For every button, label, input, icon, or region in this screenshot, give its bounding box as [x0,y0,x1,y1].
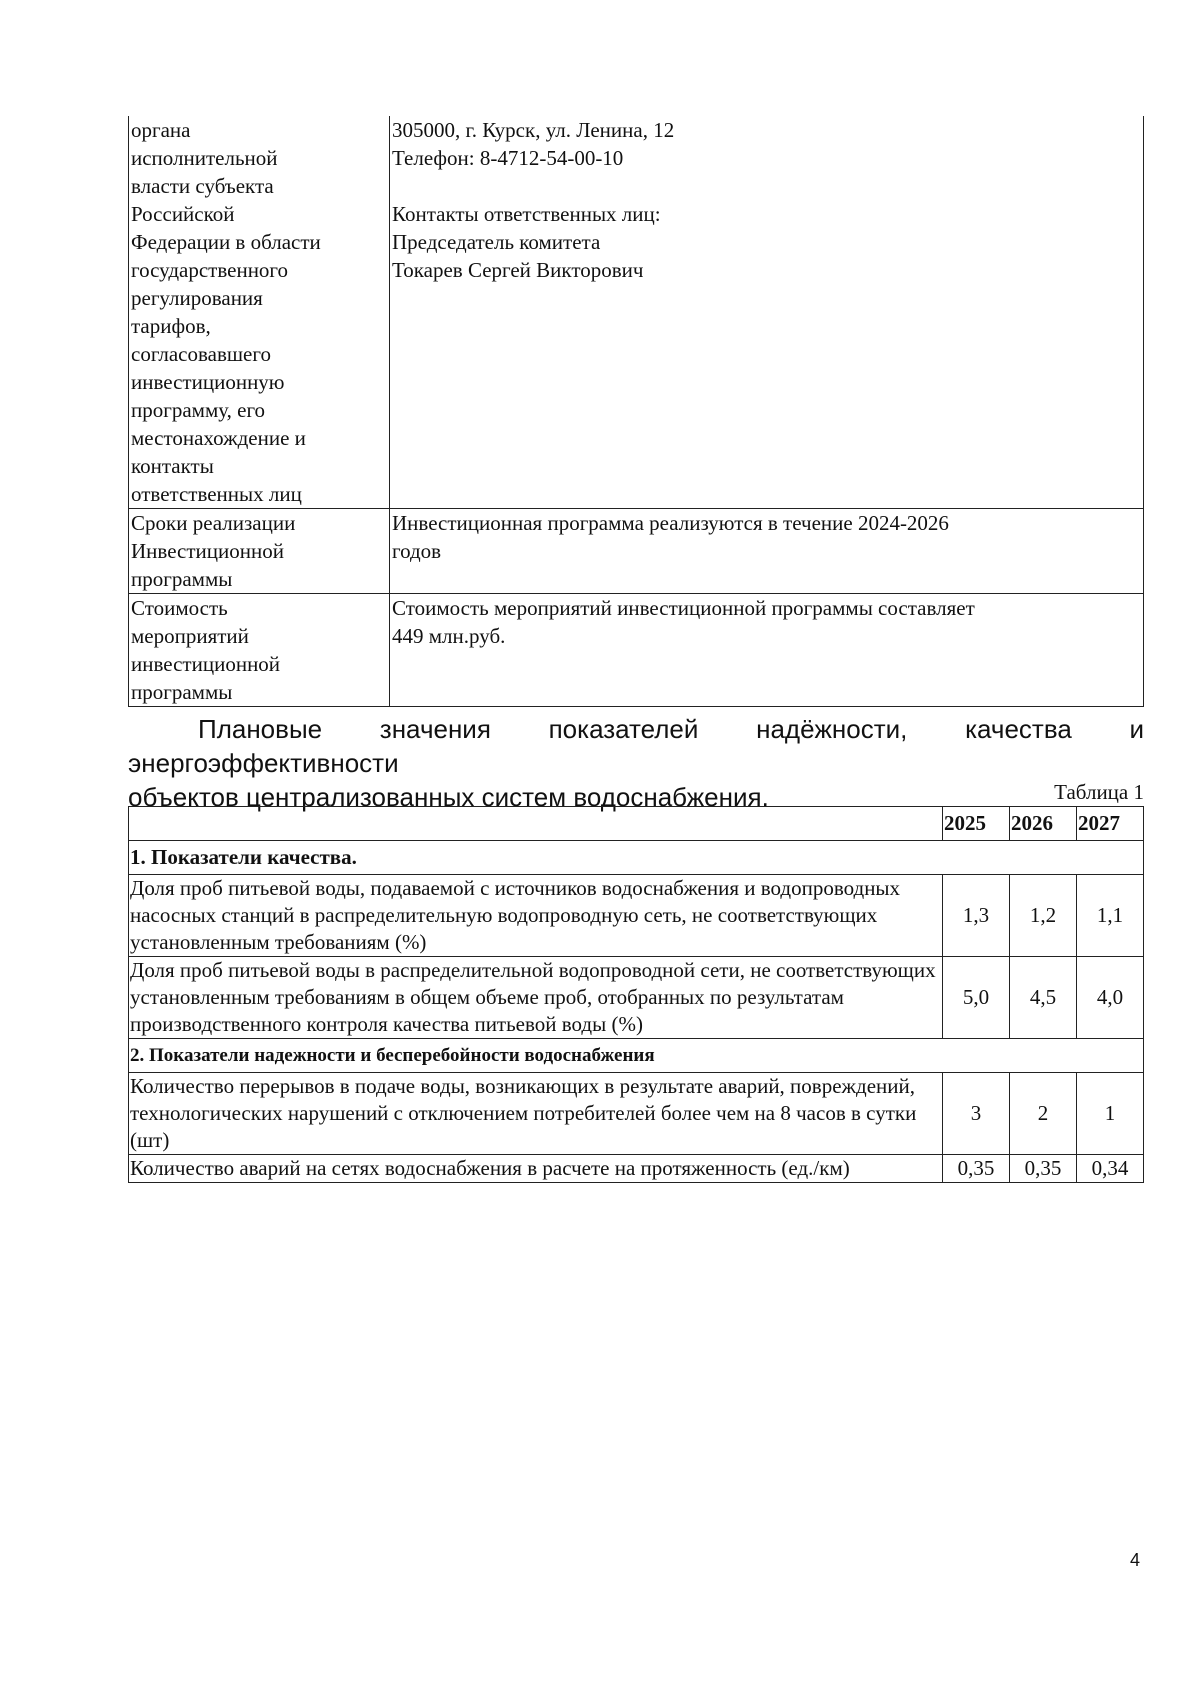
section-row [129,841,1144,875]
table-row [129,957,1144,1039]
cell-line: Телефон: 8-4712-54-00-10 [392,146,624,170]
cell-line: Сроки реализации [131,511,296,535]
cell-line: инвестиционную [131,370,285,394]
table-caption: Таблица 1 [1054,780,1144,804]
indicators-table [128,806,1144,1183]
indicator-value: 4,5 [1010,957,1077,1039]
info-value-cost [390,594,1144,707]
cell-line: мероприятий [131,624,249,648]
cell-line: программу, его [131,398,266,422]
cell-line: Федерации в области [131,230,321,254]
cell-line: Инвестиционная программа реализуются в течение 2024-2026 [392,511,949,535]
year-header: 2025 [943,807,1010,841]
section-title: 2. Показатели надежности и бесперебойности водоснабжения [129,1039,1144,1073]
cell-line: Председатель комитета [392,230,601,254]
cell-line: программы [131,567,233,591]
cell-line: инвестиционной [131,652,281,676]
cell-line [392,172,1143,200]
indicator-description: Доля проб питьевой воды, подаваемой с источников водоснабжения и водопроводных насосных станций в распределительную водопроводную сеть, не соответствующих установленным требованиям (%) [129,875,943,957]
info-table [128,116,1144,707]
cell-line: Российской [131,202,235,226]
info-value-period [390,509,1144,594]
year-header: 2027 [1077,807,1144,841]
info-row-authority [129,116,1144,509]
indicator-value: 0,35 [943,1155,1010,1183]
indicator-value: 1,3 [943,875,1010,957]
table-row [129,1155,1144,1183]
cell-line: годов [392,539,442,563]
cell-line: ответственных лиц [131,482,302,506]
cell-line: Инвестиционной [131,539,284,563]
indicator-description: Количество аварий на сетях водоснабжения в расчете на протяженность (ед./км) [129,1155,943,1183]
cell-line: власти субъекта [131,174,274,198]
indicator-value: 1,2 [1010,875,1077,957]
cell-line: регулирования [131,286,263,310]
section-heading [128,712,1144,814]
indicator-value: 0,34 [1077,1155,1144,1183]
indicator-value: 2 [1010,1073,1077,1155]
indicator-value: 3 [943,1073,1010,1155]
indicator-description: Количество перерывов в подаче воды, возникающих в результате аварий, повреждений, технологических нарушений с отключением потребителей более чем на 8 часов в сутки (шт) [129,1073,943,1155]
cell-line: 305000, г. Курск, ул. Ленина, 12 [392,118,675,142]
info-label-period [129,509,390,594]
cell-line: Стоимость [131,596,228,620]
cell-line: программы [131,680,233,704]
indicator-value: 1 [1077,1073,1144,1155]
indicator-value: 4,0 [1077,957,1144,1039]
cell-line: местонахождение и [131,426,306,450]
cell-line: контакты [131,454,214,478]
header-row [129,807,1144,841]
heading-line-1: Плановые значения показателей надёжности, качества и энергоэффективности [128,714,1144,778]
info-value-authority [390,116,1144,509]
indicator-value: 0,35 [1010,1155,1077,1183]
indicator-value: 1,1 [1077,875,1144,957]
cell-line: Контакты ответственных лиц: [392,202,661,226]
cell-line: согласовавшего [131,342,271,366]
year-header: 2026 [1010,807,1077,841]
cell-line: тарифов, [131,314,211,338]
cell-line: Стоимость мероприятий инвестиционной программы составляет [392,596,975,620]
info-label-authority [129,116,390,509]
table-row [129,875,1144,957]
section-title: 1. Показатели качества. [129,841,1144,875]
cell-line: Токарев Сергей Викторович [392,258,644,282]
header-empty-cell [129,807,943,841]
cell-line: органа [131,118,191,142]
heading-line-2: объектов централизованных систем водоснабжения. [128,782,769,812]
info-row-cost [129,594,1144,707]
info-row-period [129,509,1144,594]
indicator-description: Доля проб питьевой воды в распределительной водопроводной сети, не соответствующих установленным требованиям в общем объеме проб, отобранных по результатам производственного контроля качества питьевой воды (%) [129,957,943,1039]
section-row [129,1039,1144,1073]
info-label-cost [129,594,390,707]
cell-line: исполнительной [131,146,278,170]
cell-line: 449 млн.руб. [392,624,506,648]
indicator-value: 5,0 [943,957,1010,1039]
cell-line: государственного [131,258,289,282]
page-number: 4 [1129,1550,1140,1570]
table-row [129,1073,1144,1155]
